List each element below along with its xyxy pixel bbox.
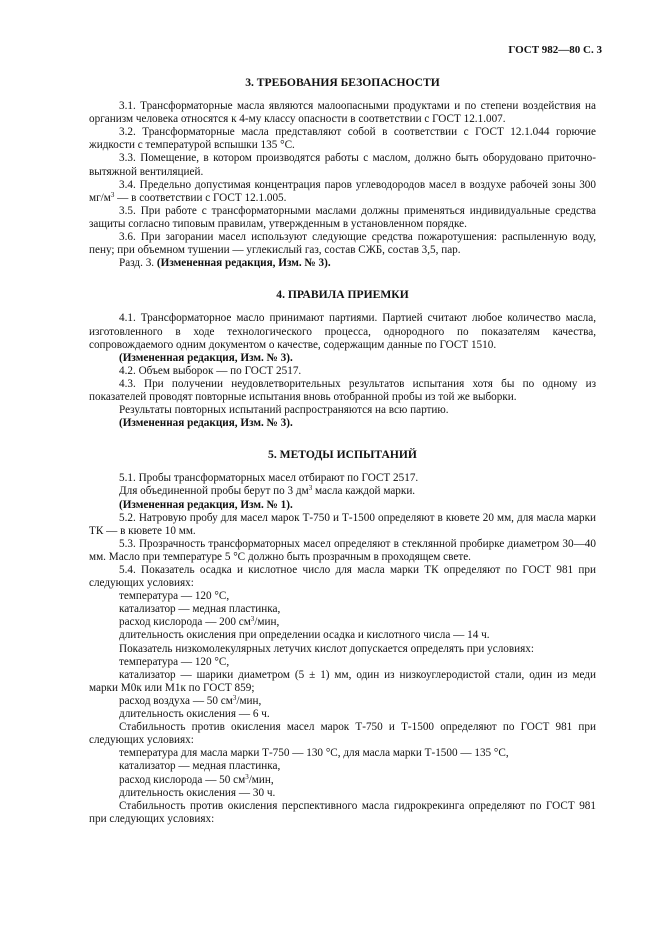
clause-5-3: 5.3. Прозрачность трансформаторных масел определяют в стеклянной пробирке диаметром 30—40 мм. Масло при температуре 5 °С должно быть прозрачным в проходящем свете. [89, 537, 596, 563]
clause-4-1-amendment: (Измененная редакция, Изм. № 3). [119, 351, 293, 364]
clause-4-2: 4.2. Объем выборок — по ГОСТ 2517. [119, 364, 302, 377]
condition-temperature-2: температура — 120 °С, [119, 655, 230, 668]
condition-oxygen-flow: расход кислорода — 200 $см^3$/мин, [119, 615, 280, 629]
clause-5-1: 5.1. Пробы трансформаторных масел отбирают по ГОСТ 2517. [119, 472, 419, 485]
page-header: ГОСТ 982—80 С. 3 [508, 44, 602, 56]
clause-4-3-note: Результаты повторных испытаний распространяются на всю партию. [119, 404, 449, 417]
stability-t750-t1500: Стабильность против окисления масел марок Т-750 и Т-1500 определяют по ГОСТ 981 при следующих условиях: [89, 721, 596, 747]
stability-hydrocracking: Стабильность против окисления перспективного масла гидрокрекинга определяют по ГОСТ 981 при следующих условиях: [89, 799, 596, 825]
condition-catalyst-3: катализатор — медная пластинка, [119, 760, 281, 773]
condition-duration-3: длительность окисления — 30 ч. [119, 786, 276, 799]
clause-5-4: 5.4. Показатель осадка и кислотное число для масла марки ТК определяют по ГОСТ 981 при следующих условиях: [89, 564, 596, 590]
clause-3-2: 3.2. Трансформаторные масла представляют собой в соответствии с ГОСТ 12.1.044 горючие жидкости с температурой вспышки 135 °С. [89, 126, 596, 152]
clause-4-1: 4.1. Трансформаторное масло принимают партиями. Партией считают любое количество масла, изготовленного в ходе технологического процесса, однородного по показателям качества, сопровождаемого одним документом о качестве, содержащим данные по ГОСТ 1510. [89, 312, 596, 351]
condition-air-flow: расход воздуха — 50 $см^3$/мин, [119, 693, 262, 707]
condition-catalyst: катализатор — медная пластинка, [119, 603, 281, 616]
clause-3-6: 3.6. При загорании масел используют следующие средства пожаротушения: распыленную воду, пену; при объемном тушении — углекислый газ, состав СЖБ, состав 3,5, пар. [89, 231, 596, 257]
clause-5-1-sample: Для объединенной пробы берут по 3 $дм^3$ масла каждой марки. [119, 484, 416, 498]
clause-3-1: 3.1. Трансформаторные масла являются малоопасными продуктами и по степени воздействия на организм человека относятся к 4-му классу опасности в соответствии с ГОСТ 12.1.007. [89, 100, 596, 126]
section-3-title: 3. ТРЕБОВАНИЯ БЕЗОПАСНОСТИ [245, 76, 440, 89]
clause-3-4: 3.4. Предельно допустимая концентрация паров углеводородов масел в воздухе рабочей зоны 300 $мг/м^3$ — в соответствии с ГОСТ 12.1.005. [89, 178, 596, 204]
section-4-title: 4. ПРАВИЛА ПРИЕМКИ [276, 288, 409, 302]
clause-4-3: 4.3. При получении неудовлетворительных результатов испытания хотя бы по одному из показателей проводят повторные испытания вновь отобранной пробы из той же выборки. [89, 377, 596, 403]
condition-duration: длительность окисления при определении осадка и кислотного числа — 14 ч. [119, 629, 490, 642]
condition-temperature-3: температура для масла марки Т-750 — 130 °С, для масла марки Т-1500 — 135 °С, [119, 747, 509, 760]
clause-4-3-amendment: (Измененная редакция, Изм. № 3). [119, 417, 293, 430]
clause-5-2: 5.2. Натровую пробу для масел марок Т-750 и Т-1500 определяют в кювете 20 мм, для масла марки ТК — в кювете 10 мм. [89, 511, 596, 537]
condition-catalyst-balls: катализатор — шарики диаметром (5 ± 1) мм, один из низкоуглеродистой стали, один из меди марки М0к или М1к по ГОСТ 859; [89, 668, 596, 694]
section-5-title: 5. МЕТОДЫ ИСПЫТАНИЙ [268, 448, 417, 462]
condition-duration-2: длительность окисления — 6 ч. [119, 708, 270, 721]
clause-3-5: 3.5. При работе с трансформаторными маслами должны применяться индивидуальные средства защиты согласно типовым правилам, утвержденным в установленном порядке. [89, 204, 596, 230]
clause-5-1-amendment: (Измененная редакция, Изм. № 1). [119, 498, 293, 511]
clause-3-3: 3.3. Помещение, в котором производятся работы с маслом, должно быть оборудовано приточно-вытяжной вентиляцией. [89, 152, 596, 178]
condition-temperature: температура — 120 °С, [119, 590, 230, 603]
document-body [89, 76, 596, 826]
condition-oxygen-flow-3: расход кислорода — 50 $см^3$/мин, [119, 772, 274, 786]
section-3-amendment: Разд. 3. (Измененная редакция, Изм. № 3). [119, 257, 331, 270]
volatile-acids-note: Показатель низкомолекулярных летучих кислот допускается определять при условиях: [119, 642, 534, 655]
